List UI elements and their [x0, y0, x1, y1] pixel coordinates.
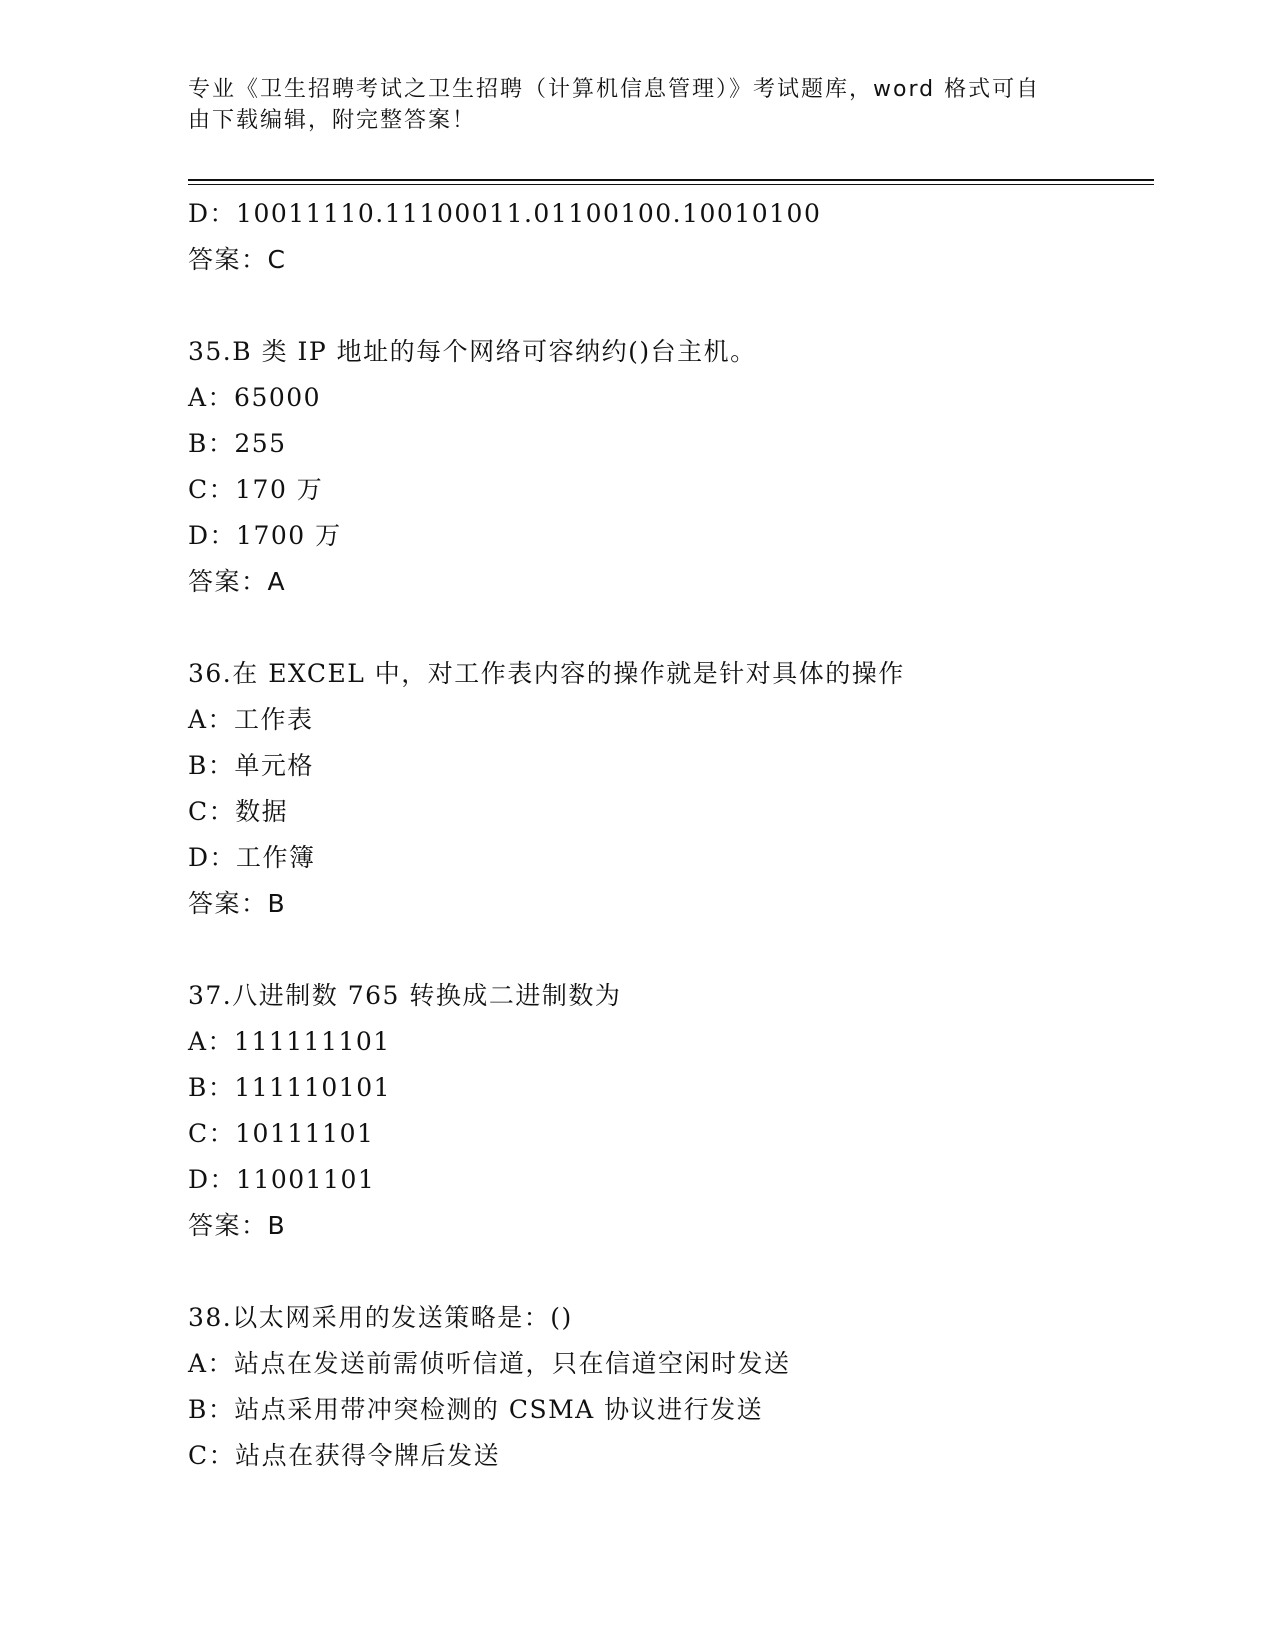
question-content	[188, 191, 1154, 1479]
question-stem: 36.在 EXCEL 中，对工作表内容的操作就是针对具体的操作	[188, 659, 905, 688]
option-b: B：255	[188, 429, 287, 458]
question-38	[188, 1295, 1154, 1479]
option-a: A：111111101	[188, 1027, 391, 1056]
option-d: D：11001101	[188, 1165, 376, 1194]
option-b: B：111110101	[188, 1073, 392, 1102]
spacer	[188, 605, 1154, 651]
option-b: B：单元格	[188, 751, 314, 780]
answer-line: 答案：C	[188, 245, 287, 274]
answer-line: 答案：B	[188, 1211, 287, 1240]
question-35	[188, 329, 1154, 605]
header-divider-thin	[188, 184, 1154, 185]
option-a: A：站点在发送前需侦听信道，只在信道空闲时发送	[188, 1349, 791, 1378]
option-a: A：工作表	[188, 705, 314, 734]
document-header	[188, 74, 1068, 136]
spacer	[188, 1249, 1154, 1295]
question-stem: 37.八进制数 765 转换成二进制数为	[188, 981, 622, 1010]
question-stem: 35.B 类 IP 地址的每个网络可容纳约()台主机。	[188, 337, 757, 366]
option-a: A：65000	[188, 383, 322, 412]
header-divider-thick	[188, 179, 1154, 181]
option-c: C：站点在获得令牌后发送	[188, 1441, 501, 1470]
question-stem: 38.以太网采用的发送策略是：()	[188, 1303, 573, 1332]
option-d: D：10011110.11100011.01100100.10010100	[188, 199, 822, 228]
header-line-2: 由下载编辑，附完整答案！	[188, 108, 477, 133]
answer-line: 答案：A	[188, 567, 287, 596]
question-37	[188, 973, 1154, 1249]
option-b: B：站点采用带冲突检测的 CSMA 协议进行发送	[188, 1395, 764, 1424]
spacer	[188, 283, 1154, 329]
option-c: C：数据	[188, 797, 289, 826]
spacer	[188, 927, 1154, 973]
option-d: D：工作簿	[188, 843, 316, 872]
question-36	[188, 651, 1154, 927]
option-c: C：10111101	[188, 1119, 375, 1148]
option-c: C：170 万	[188, 475, 324, 504]
answer-line: 答案：B	[188, 889, 287, 918]
option-d: D：1700 万	[188, 521, 342, 550]
header-line-1: 专业《卫生招聘考试之卫生招聘（计算机信息管理）》考试题库，word 格式可自	[188, 77, 1041, 102]
